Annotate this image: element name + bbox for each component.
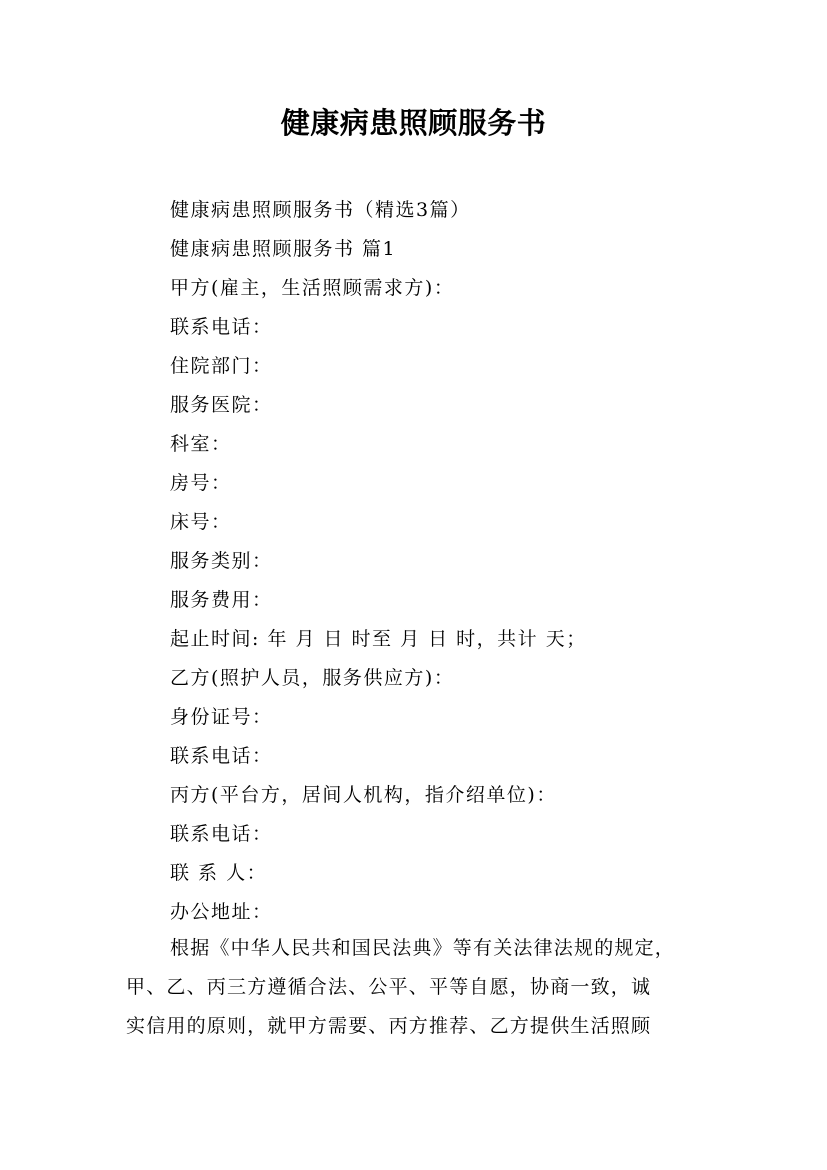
field-bed: 床号： <box>170 511 232 533</box>
field-contact-person: 联 系 人： <box>170 862 268 884</box>
field-phone-c: 联系电话： <box>170 823 273 845</box>
field-phone-b: 联系电话： <box>170 745 273 767</box>
document-title: 健康病患照顾服务书 <box>280 106 547 140</box>
field-service-type: 服务类别： <box>170 550 273 572</box>
field-hospital: 服务医院： <box>170 394 273 416</box>
paragraph-line: 根据《中华人民共和国民法典》等有关法律法规的规定， <box>170 937 676 959</box>
field-period: 起止时间: 年 月 日 时至 月 日 时，共计 天； <box>170 628 587 650</box>
subtitle-line: 健康病患照顾服务书（精选3篇） <box>170 199 471 221</box>
intro-paragraph <box>126 929 702 1046</box>
field-department: 住院部门： <box>170 355 273 377</box>
field-room: 房号： <box>170 472 232 494</box>
field-office: 科室： <box>170 433 232 455</box>
party-c-heading: 丙方(平台方，居间人机构，指介绍单位)： <box>170 784 557 806</box>
paragraph-line: 实信用的原则，就甲方需要、丙方推荐、乙方提供生活照顾 <box>126 1015 652 1037</box>
section-heading: 健康病患照顾服务书 篇1 <box>170 238 397 260</box>
field-office-address: 办公地址： <box>170 901 273 923</box>
party-b-heading: 乙方(照护人员，服务供应方)： <box>170 667 455 689</box>
paragraph-line: 甲、乙、丙三方遵循合法、公平、平等自愿，协商一致，诚 <box>126 976 652 998</box>
field-id-number: 身份证号： <box>170 706 273 728</box>
party-a-heading: 甲方(雇主，生活照顾需求方)： <box>170 277 455 299</box>
field-phone-a: 联系电话： <box>170 316 273 338</box>
field-service-fee: 服务费用： <box>170 589 273 611</box>
